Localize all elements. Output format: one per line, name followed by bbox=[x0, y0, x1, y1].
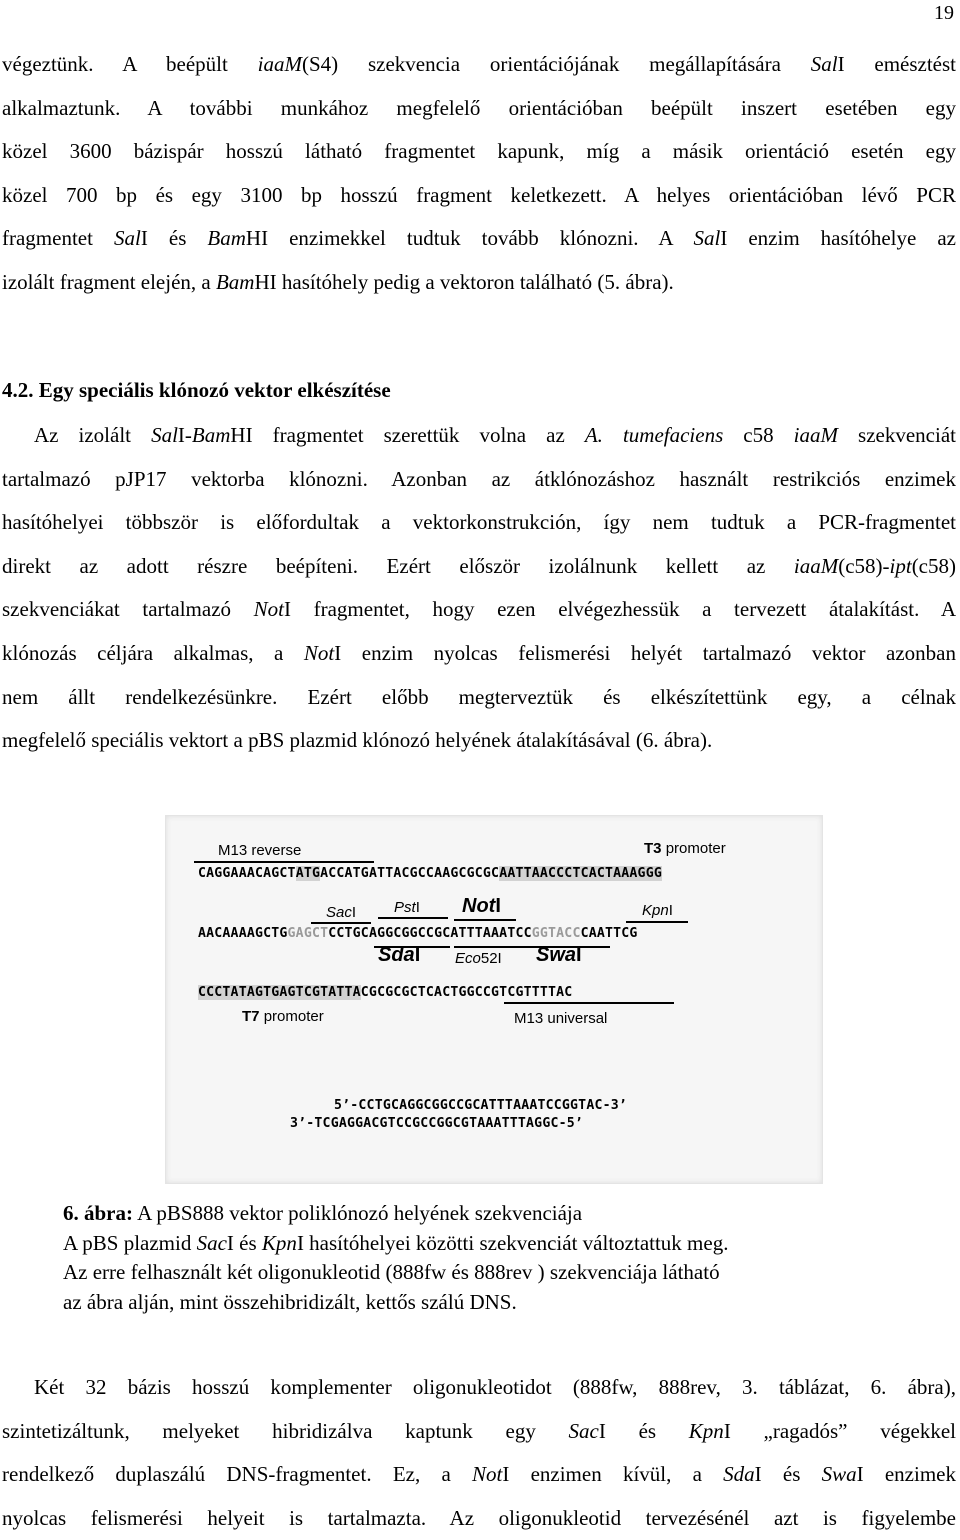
sequence-row-1 bbox=[198, 866, 662, 881]
noti-label: NotI bbox=[462, 895, 501, 917]
psti-label: PstI bbox=[394, 899, 420, 916]
caption-line: Az erre felhasznált két oligonukleotid (888fw és 888rev ) szekvenciája látható bbox=[63, 1260, 720, 1284]
text-line: tartalmazó pJP17 vektorba klónozni. Azonban az átklónozáshoz használt restrikciós enzimek bbox=[2, 466, 956, 491]
sequence-figure bbox=[165, 815, 823, 1184]
m13-universal-label: M13 universal bbox=[514, 1010, 608, 1027]
noti-underline bbox=[454, 919, 516, 921]
saci-underline bbox=[311, 922, 371, 924]
seq-plain: ACCATGATTACGCCAAGCGCGC bbox=[320, 866, 500, 881]
seq-plain: AACAAAAGCTG bbox=[198, 926, 288, 941]
italic-term: Bam bbox=[215, 269, 255, 294]
italic-term: iaaM bbox=[793, 423, 838, 447]
seq-plain: CAGGAAACAGCT bbox=[198, 866, 296, 881]
t3-promoter-label bbox=[644, 840, 726, 857]
italic-term: iaaM bbox=[793, 553, 839, 578]
swai-label: SwaI bbox=[536, 944, 582, 966]
eco52i-italic: Eco bbox=[455, 950, 481, 967]
section-heading: 4.2. Egy speciális klónozó vektor elkészítése bbox=[2, 378, 391, 402]
text-run: szekvenciákat tartalmazó bbox=[2, 597, 254, 622]
seq-plain: CAATTCG bbox=[580, 926, 638, 941]
italic-term: Sac bbox=[196, 1230, 227, 1255]
text-line: hasítóhelyei többször is előfordultak a vektorkonstrukción, így nem tudtuk a PCR-fragmentet bbox=[2, 510, 956, 535]
seq-highlight: ATG bbox=[295, 866, 321, 881]
m13-reverse-underline bbox=[194, 861, 374, 863]
text-run: I és bbox=[226, 1230, 262, 1255]
eco52i-label: Eco52I bbox=[455, 950, 502, 967]
figure-caption bbox=[63, 1199, 728, 1317]
seq-gray: GAGCT bbox=[287, 926, 329, 941]
italic-term: Sal bbox=[151, 423, 178, 447]
saci-label: SacI bbox=[326, 904, 357, 921]
text-run: I és bbox=[754, 1462, 822, 1487]
page-number: 19 bbox=[934, 2, 954, 24]
text-run: c58 bbox=[723, 423, 794, 447]
italic-term: Sal bbox=[693, 226, 721, 251]
text-run: izolált fragment elején, a bbox=[2, 269, 216, 294]
text-run: I emésztést bbox=[837, 52, 956, 76]
italic-term: Sda bbox=[723, 1462, 755, 1487]
text-line bbox=[2, 414, 956, 458]
m13-reverse-label: M13 reverse bbox=[218, 842, 302, 859]
italic-term: A. tumefaciens bbox=[584, 423, 724, 447]
text-line bbox=[2, 261, 956, 305]
kpni-label: KpnI bbox=[642, 902, 673, 919]
text-line: közel 3600 bázispár hosszú látható fragmentet kapunk, míg a másik orientáció esetén egy bbox=[2, 139, 956, 164]
text-run: I enzimek bbox=[856, 1462, 956, 1487]
italic-term: ipt bbox=[889, 553, 912, 578]
saci-italic: Sac bbox=[326, 904, 352, 921]
paragraph-2 bbox=[2, 414, 956, 763]
t7-promoter-word: promoter bbox=[263, 1008, 324, 1025]
caption-line bbox=[63, 1229, 728, 1259]
italic-term: Swa bbox=[821, 1462, 857, 1487]
caption-title-line bbox=[63, 1199, 728, 1229]
t7-promoter-label bbox=[242, 1008, 324, 1025]
text-run: klónozás céljára alkalmas, a bbox=[2, 640, 304, 665]
text-line bbox=[2, 217, 956, 261]
t3-promoter-word: promoter bbox=[665, 840, 726, 857]
sequence-row-2 bbox=[198, 926, 638, 941]
text-line: nyolcas felismerési helyeit is tartalmazta. Az oligonukleotid tervezésénél azt is figyelembe bbox=[2, 1505, 956, 1530]
italic-term: Kpn bbox=[688, 1418, 724, 1443]
caption-title: A pBS888 vektor poliklónozó helyének szekvenciája bbox=[133, 1201, 583, 1225]
oligo-fw: 5’-CCTGCAGGCGGCCGCATTTAAATCCGGTAC-3’ bbox=[334, 1098, 628, 1113]
text-line: Két 32 bázis hosszú komplementer oligonukleotidot (888fw, 888rev, 3. táblázat, 6. ábra), bbox=[34, 1375, 956, 1399]
seq-gray: GGTACC bbox=[531, 926, 581, 941]
eco52i-upper-line bbox=[454, 946, 516, 948]
italic-term: iaaM bbox=[257, 52, 302, 76]
text-run: végeztünk. A beépült bbox=[2, 52, 258, 76]
seq-plain: CCTGCAGGCGGCCGCATTTAAATCC bbox=[328, 926, 532, 941]
italic-term: Not bbox=[472, 1462, 503, 1487]
text-run: I- bbox=[177, 423, 192, 447]
seq-plain: CTGGCCGTCGTTTTAC bbox=[442, 985, 573, 1000]
italic-term: Bam bbox=[191, 423, 231, 447]
text-run: HI fragmentet szerettük volna az bbox=[230, 423, 585, 447]
text-run: A pBS plazmid bbox=[63, 1230, 197, 1255]
text-run: I és bbox=[140, 226, 208, 251]
text-run: HI enzimekkel tudtuk tovább klónozni. A bbox=[245, 226, 694, 251]
text-line: megfelelő speciális vektort a pBS plazmid klónozó helyének átalakításával (6. ábra). bbox=[2, 728, 713, 753]
sdai-label: SdaI bbox=[378, 944, 421, 966]
caption-label: 6. ábra: bbox=[63, 1201, 133, 1225]
m13-universal-overline bbox=[504, 1002, 674, 1004]
seq-highlight: AATTAACCCTCACTAAAGGG bbox=[499, 866, 662, 881]
text-run: HI hasítóhely pedig a vektoron található (5. ábra). bbox=[254, 269, 674, 294]
sequence-row-3 bbox=[198, 985, 572, 1000]
italic-term: Not bbox=[303, 640, 335, 665]
swai-italic: Swa bbox=[536, 944, 577, 966]
text-run: rendelkező duplaszálú DNS-fragmentet. Ez, a bbox=[2, 1462, 473, 1487]
text-run: fragmentet bbox=[2, 226, 114, 251]
text-run: szintetizáltunk, melyeket hibridizálva kaptunk egy bbox=[2, 1418, 569, 1443]
text-run: (c58)- bbox=[838, 553, 890, 578]
t3-label-bold: T3 bbox=[644, 840, 662, 857]
text-run: I fragmentet, hogy ezen elvégezhessük a tervezett átalakítást. A bbox=[284, 597, 956, 622]
italic-term: Sal bbox=[114, 226, 141, 251]
paragraph-3 bbox=[2, 1366, 956, 1540]
text-run: (c58) bbox=[911, 553, 956, 578]
oligo-rev: 3’-TCGAGGACGTCCGCCGGCGTAAATTTAGGC-5’ bbox=[290, 1116, 584, 1131]
text-run: I és bbox=[598, 1418, 689, 1443]
text-line: közel 700 bp és egy 3100 bp hosszú fragment keletkezett. A helyes orientációban lévő PCR bbox=[2, 182, 956, 207]
text-line bbox=[2, 43, 956, 87]
noti-italic: Not bbox=[462, 895, 496, 917]
text-line bbox=[2, 545, 956, 589]
italic-term: Not bbox=[253, 597, 284, 622]
text-run: direkt az adott részre beépíteni. Ezért először izolálnunk kellett az bbox=[2, 553, 794, 578]
paragraph-1 bbox=[2, 43, 956, 305]
text-line bbox=[2, 1453, 956, 1497]
text-run: I enzim hasítóhelye az bbox=[720, 226, 956, 251]
seq-highlight: CCCTATAGTGAGTCGTATTA bbox=[198, 985, 361, 1000]
text-line bbox=[2, 588, 956, 632]
text-run: I „ragadós” végekkel bbox=[723, 1418, 956, 1443]
sdai-italic: Sda bbox=[378, 944, 415, 966]
italic-term: Kpn bbox=[261, 1230, 297, 1255]
text-run: I enzim nyolcas felismerési helyét tartalmazó vektor azonban bbox=[334, 640, 956, 665]
caption-line: az ábra alján, mint összehibridizált, kettős szálú DNS. bbox=[63, 1289, 517, 1314]
text-run: Az izolált bbox=[34, 423, 152, 447]
kpni-underline bbox=[626, 921, 688, 923]
text-run: I enzimen kívül, a bbox=[502, 1462, 724, 1487]
psti-underline bbox=[378, 917, 448, 919]
text-line bbox=[2, 632, 956, 676]
seq-plain: CGCGCGCTCA bbox=[360, 985, 443, 1000]
text-line: nem állt rendelkezésünkre. Ezért előbb megterveztük és elkészítettünk egy, a célnak bbox=[2, 684, 956, 709]
psti-italic: Pst bbox=[394, 899, 416, 916]
italic-term: Sac bbox=[568, 1418, 599, 1443]
text-line bbox=[2, 1410, 956, 1454]
text-run: (S4) szekvencia orientációjának megállapítására bbox=[301, 52, 811, 76]
t7-label-bold: T7 bbox=[242, 1008, 260, 1025]
italic-term: Sal bbox=[810, 52, 838, 76]
text-run: I hasítóhelyei közötti szekvenciát változtattuk meg. bbox=[296, 1230, 729, 1255]
text-line: alkalmaztunk. A további munkához megfelelő orientációban beépült inszert esetében egy bbox=[2, 95, 956, 120]
italic-term: Bam bbox=[207, 226, 246, 251]
kpni-italic: Kpn bbox=[642, 902, 669, 919]
text-run: szekvenciát bbox=[838, 423, 956, 447]
